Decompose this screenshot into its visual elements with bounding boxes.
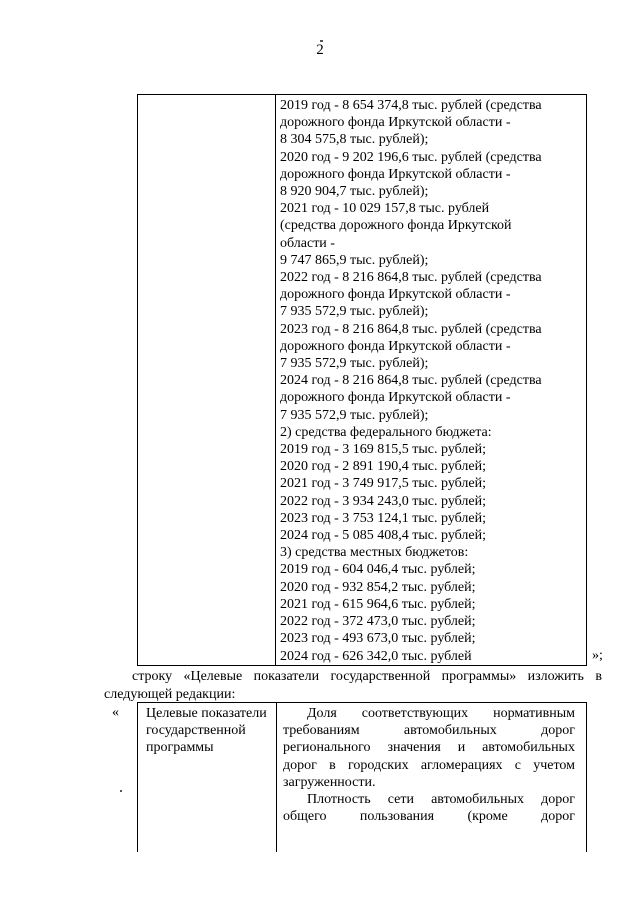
funding-line: дорожного фонда Иркутской области - xyxy=(280,115,511,131)
funding-line: 2022 год - 8 216 864,8 тыс. рублей (средства xyxy=(280,270,542,286)
funding-line: области - xyxy=(280,235,335,251)
indicator-word: агломерациях xyxy=(420,757,503,773)
funding-line: 8 920 904,7 тыс. рублей); xyxy=(280,184,429,200)
indicator-word: в xyxy=(329,757,336,773)
funding-line: 8 304 575,8 тыс. рублей); xyxy=(280,132,429,148)
funding-line: 2020 год - 932 854,2 тыс. рублей; xyxy=(280,579,476,595)
indicator-line: загруженности. xyxy=(283,774,376,790)
indicator-word: автомобильных xyxy=(482,740,575,756)
indicator-line xyxy=(283,722,575,739)
instruction-line-1 xyxy=(104,668,602,686)
indicator-word: Доля xyxy=(307,706,337,721)
opening-quote: « xyxy=(112,705,119,720)
row-label-line: государственной xyxy=(146,723,246,739)
funding-line: дорожного фонда Иркутской области - xyxy=(280,338,511,354)
scan-speck xyxy=(120,790,122,792)
instruction-word: государственной xyxy=(330,669,431,684)
indicator-word: дорог xyxy=(541,792,575,808)
funding-line: 2019 год - 604 046,4 тыс. рублей; xyxy=(280,562,476,578)
funding-line: 7 935 572,9 тыс. рублей); xyxy=(280,356,429,372)
indicator-word: пользования xyxy=(359,809,435,825)
funding-line: 2019 год - 3 169 815,5 тыс. рублей; xyxy=(280,442,487,458)
indicator-word: (кроме xyxy=(467,809,508,825)
indicator-word: регионального xyxy=(283,740,371,756)
indicator-word: дорог xyxy=(541,723,575,739)
funding-line: дорожного фонда Иркутской области - xyxy=(280,287,511,303)
indicators-table xyxy=(137,702,587,852)
funding-line: 2019 год - 8 654 374,8 тыс. рублей (средства xyxy=(280,98,542,113)
instruction-word: строку xyxy=(132,669,173,684)
funding-line: (средства дорожного фонда Иркутской xyxy=(280,218,512,234)
indicator-word: автомобильных xyxy=(431,792,524,808)
funding-cell xyxy=(280,97,580,665)
indicator-word: требованиям xyxy=(283,723,360,739)
funding-line: 3) средства местных бюджетов: xyxy=(280,545,469,561)
funding-line: 2022 год - 372 473,0 тыс. рублей; xyxy=(280,614,476,630)
funding-line: 7 935 572,9 тыс. рублей); xyxy=(280,304,429,320)
indicator-word: сети xyxy=(387,792,414,808)
row-label-line: программы xyxy=(146,740,214,756)
indicator-line xyxy=(283,808,575,825)
instruction-line-2: следующей редакции: xyxy=(104,687,236,702)
funding-line: 2023 год - 493 673,0 тыс. рублей; xyxy=(280,631,476,647)
funding-line: 2022 год - 3 934 243,0 тыс. рублей; xyxy=(280,493,487,509)
indicator-word: автомобильных xyxy=(403,723,497,739)
funding-line: 2023 год - 8 216 864,8 тыс. рублей (средства xyxy=(280,321,542,337)
funding-line: дорожного фонда Иркутской области - xyxy=(280,166,511,182)
page-number: 2 xyxy=(316,42,324,58)
funding-line: дорожного фонда Иркутской области - xyxy=(280,390,511,406)
indicator-word: и xyxy=(457,740,466,756)
indicator-word: общего xyxy=(283,809,327,825)
instruction-word: в xyxy=(595,669,602,684)
funding-line: 2021 год - 10 029 157,8 тыс. рублей xyxy=(280,201,490,217)
funding-line: 7 935 572,9 тыс. рублей); xyxy=(280,407,429,423)
indicator-line xyxy=(283,791,575,808)
row-label-cell xyxy=(146,705,274,757)
funding-line: 2020 год - 2 891 190,4 тыс. рублей; xyxy=(280,459,487,475)
indicator-word: учетом xyxy=(533,757,575,773)
indicators-cell xyxy=(283,705,575,825)
funding-line: 2024 год - 8 216 864,8 тыс. рублей (средства xyxy=(280,373,542,389)
indicator-word: дорог xyxy=(283,757,317,773)
funding-line: 2023 год - 3 753 124,1 тыс. рублей; xyxy=(280,510,487,526)
indicator-word: нормативным xyxy=(493,706,575,721)
indicator-line xyxy=(283,739,575,756)
funding-line: 2024 год - 5 085 408,4 тыс. рублей; xyxy=(280,528,487,544)
row-label-line: Целевые показатели xyxy=(146,706,267,721)
funding-line: 2) средства федерального бюджета: xyxy=(280,424,492,440)
indicator-word: значения xyxy=(387,740,441,756)
indicator-line xyxy=(283,705,575,722)
instruction-word: показатели xyxy=(253,669,320,684)
indicator-word: с xyxy=(514,757,521,773)
column-divider xyxy=(276,703,277,852)
funding-line: 9 747 865,9 тыс. рублей); xyxy=(280,252,429,268)
instruction-paragraph xyxy=(104,668,602,704)
closing-quote: »; xyxy=(592,648,603,663)
indicator-word: дорог xyxy=(541,809,575,825)
funding-line: 2024 год - 626 342,0 тыс. рублей xyxy=(280,648,472,664)
indicator-word: Плотность xyxy=(307,792,371,808)
funding-line: 2021 год - 615 964,6 тыс. рублей; xyxy=(280,596,476,612)
instruction-word: «Целевые xyxy=(183,669,243,684)
indicator-line xyxy=(283,757,575,774)
funding-line: 2021 год - 3 749 917,5 тыс. рублей; xyxy=(280,476,487,492)
funding-line: 2020 год - 9 202 196,6 тыс. рублей (средства xyxy=(280,149,542,165)
instruction-word: программы» xyxy=(441,669,517,684)
indicator-word: городских xyxy=(347,757,409,773)
indicator-word: соответствующих xyxy=(361,706,469,721)
funding-table xyxy=(137,94,587,666)
instruction-word: изложить xyxy=(527,669,584,684)
column-divider xyxy=(275,95,276,665)
scan-speck xyxy=(320,40,323,42)
